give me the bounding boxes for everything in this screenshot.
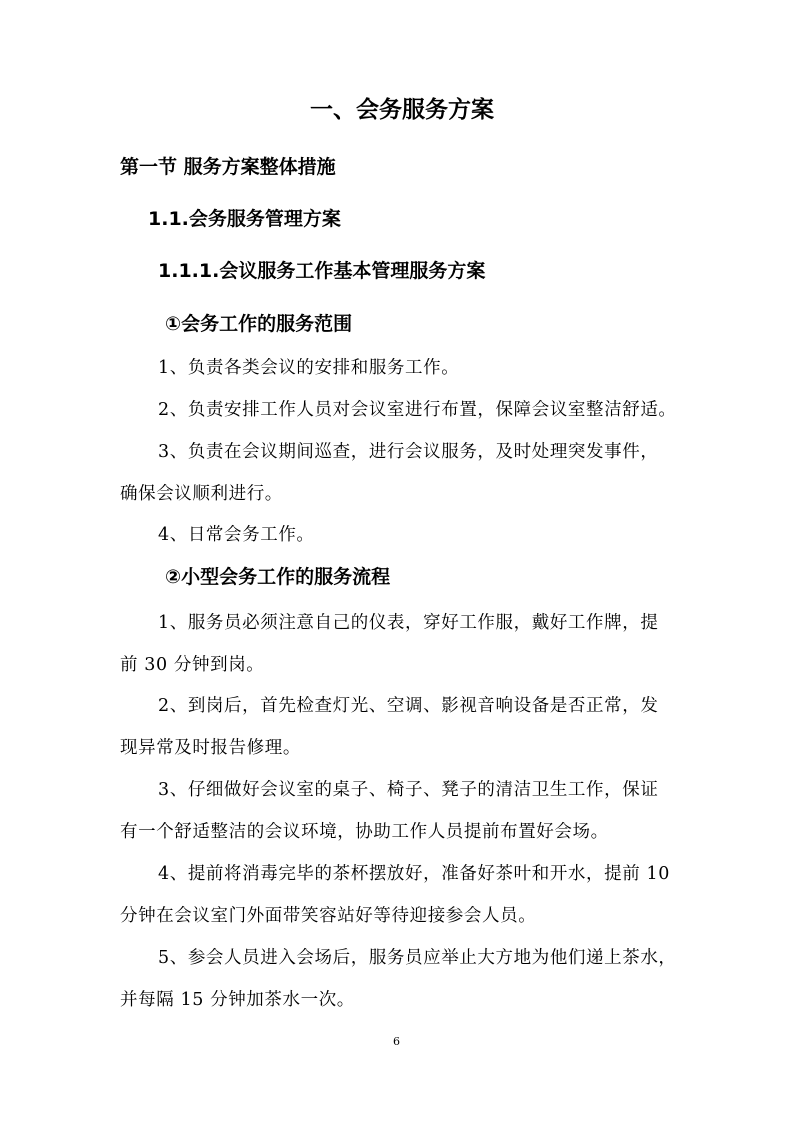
scope-item: 3、负责在会议期间巡查，进行会议服务，及时处理突发事件， bbox=[158, 442, 659, 462]
process-item: 1、服务员必须注意自己的仪表，穿好工作服，戴好工作牌，提 bbox=[158, 613, 659, 633]
scope-item: 1、负责各类会议的安排和服务工作。 bbox=[158, 358, 460, 378]
process-item-continued: 有一个舒适整洁的会议环境，协助工作人员提前布置好会场。 bbox=[120, 822, 609, 842]
process-item: 3、仔细做好会议室的桌子、椅子、凳子的清洁卫生工作，保证 bbox=[158, 780, 659, 800]
section-heading: 第一节 服务方案整体措施 bbox=[120, 156, 336, 178]
scope-item: 2、负责安排工作人员对会议室进行布置，保障会议室整洁舒适。 bbox=[158, 400, 677, 420]
document-title: 一、会务服务方案 bbox=[310, 97, 494, 123]
process-item: 2、到岗后，首先检查灯光、空调、影视音响设备是否正常，发 bbox=[158, 696, 659, 716]
subsection-heading: 1.1.会务服务管理方案 bbox=[148, 208, 341, 230]
process-item: 5、参会人员进入会场后，服务员应举止大方地为他们递上茶水， bbox=[158, 948, 677, 968]
process-item-continued: 现异常及时报告修理。 bbox=[120, 738, 301, 758]
scope-item-continued: 确保会议顺利进行。 bbox=[120, 484, 283, 504]
scope-heading: ①会务工作的服务范围 bbox=[165, 313, 353, 335]
process-item-continued: 分钟在会议室门外面带笑容站好等待迎接参会人员。 bbox=[120, 906, 537, 926]
page-number: 6 bbox=[393, 1035, 400, 1048]
process-heading: ②小型会务工作的服务流程 bbox=[165, 566, 391, 588]
process-item: 4、提前将消毒完毕的茶杯摆放好，准备好茶叶和开水，提前 10 bbox=[158, 864, 670, 884]
subsubsection-heading: 1.1.1.会议服务工作基本管理服务方案 bbox=[158, 260, 486, 282]
process-item-continued: 并每隔 15 分钟加茶水一次。 bbox=[120, 990, 355, 1010]
process-item-continued: 前 30 分钟到岗。 bbox=[120, 655, 265, 675]
scope-item: 4、日常会务工作。 bbox=[158, 525, 315, 545]
